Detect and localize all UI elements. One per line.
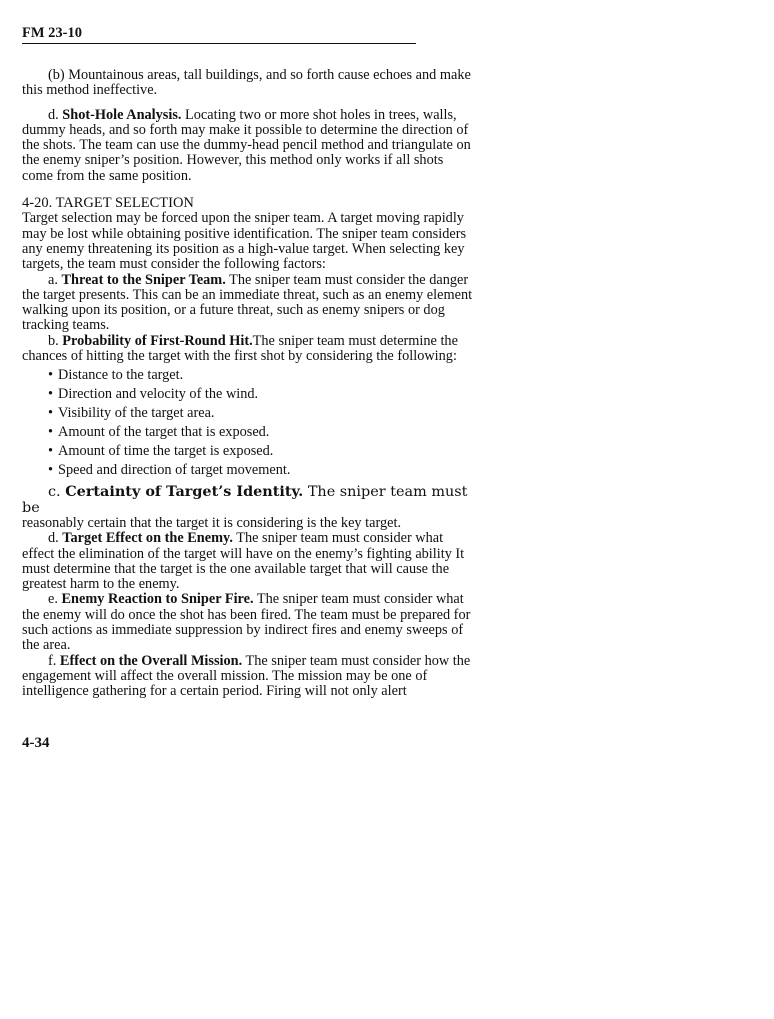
list-item: • Amount of the target that is exposed. [22, 423, 474, 442]
section-heading: 4-20. TARGET SELECTION [22, 195, 194, 212]
certainty-title: Certainty of Target’s Identity. [65, 483, 304, 501]
paragraph-enemy-reaction: e. Enemy Reaction to Sniper Fire. The sniper team must consider what the enemy will do once the shot has been fired. The team must be prepared for such actions as immediate suppression by indirect fires and enemy sweeps of the area. [22, 591, 471, 654]
list-item: • Visibility of the target area. [22, 404, 474, 423]
shot-hole-title: Shot-Hole Analysis. [62, 106, 182, 123]
list-item: • Distance to the target. [22, 366, 474, 385]
threat-title: Threat to the Sniper Team. [61, 271, 226, 288]
factor-list [22, 366, 474, 480]
page-body [22, 68, 474, 700]
running-header [22, 24, 416, 44]
list-item: • Direction and velocity of the wind. [22, 385, 474, 404]
paragraph-first-round-hit: b. Probability of First-Round Hit.The sniper team must determine the chances of hitting the target with the first shot by considering the following: [22, 332, 458, 365]
enemy-reaction-title: Enemy Reaction to Sniper Fire. [61, 591, 254, 608]
target-effect-title: Target Effect on the Enemy. [62, 530, 233, 547]
page-number: 4-34 [22, 735, 50, 751]
paragraph-shot-hole: d. Shot-Hole Analysis. Locating two or more shot holes in trees, walls, dummy heads, and so forth may make it possible to determine the direction of the shots. The team can use the dummy-head pencil method and triangulate on the enemy sniper’s position. However, this method only works if all shots come from the same position. [22, 106, 471, 184]
manual-code: FM 23-10 [22, 25, 82, 41]
paragraph-certainty: c. Certainty of Target’s Identity. The sniper team must be reasonably certain that the target it is considering is the key target. [22, 483, 468, 531]
paragraph-overall-mission: f. Effect on the Overall Mission. The sniper team must consider how the engagement will affect the overall mission. The mission may be one of intelligence gathering for a certain period. Firing will not only alert [22, 652, 471, 700]
first-round-hit-title: Probability of First-Round Hit. [62, 332, 253, 349]
section-intro: Target selection may be forced upon the sniper team. A target moving rapidly may be lost while obtaining positive identification. The sniper team considers any enemy threatening its position as a high-value target. When selecting key targets, the team must consider the following factors: [22, 210, 467, 273]
list-item: • Speed and direction of target movement. [22, 461, 474, 480]
list-item: • Amount of time the target is exposed. [22, 442, 474, 461]
paragraph-target-effect: d. Target Effect on the Enemy. The sniper team must consider what effect the elimination of the target will have on the enemy’s fighting ability It must determine that the target is the one available target that will cause the greatest harm to the enemy. [22, 530, 465, 593]
overall-mission-title: Effect on the Overall Mission. [59, 652, 243, 669]
paragraph-echoes: (b) Mountainous areas, tall buildings, and so forth cause echoes and make this method ineffective. [22, 67, 471, 99]
paragraph-threat: a. Threat to the Sniper Team. The sniper team must consider the danger the target presents. This can be an immediate threat, such as an enemy element walking upon its position, or a future threat, such as enemy snipers or dog tracking teams. [22, 271, 473, 334]
